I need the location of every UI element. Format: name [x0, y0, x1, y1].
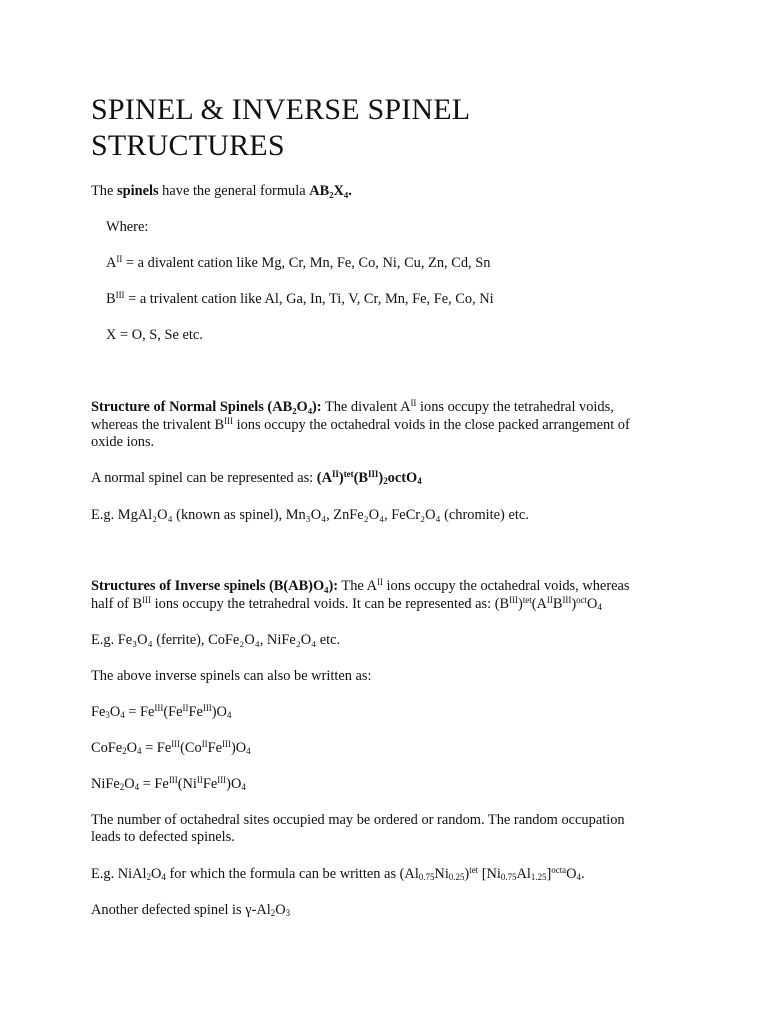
b-symbol: B: [106, 291, 116, 307]
a-symbol: A: [106, 255, 117, 271]
normal-line-3: oxide ions.: [91, 434, 155, 450]
a-sup: II: [116, 254, 123, 265]
intro-prefix: The: [91, 183, 117, 199]
normal-line2-b: ions occupy the octahedral voids in the close packed arrangement of: [232, 417, 630, 433]
inverse-line1-a: The A: [338, 578, 377, 594]
inverse-formula-cofe2o4: $CoFe_2O_4 = Fe^{III}(Co^{II}Fe^{III})O_4$: [91, 739, 251, 757]
inverse-line1-b: ions occupy the octahedral voids, whereas: [382, 578, 630, 594]
intro-paragraph: [91, 183, 352, 200]
inverse-line-1: [91, 578, 629, 595]
normal-line1-b: ions occupy the tetrahedral voids,: [416, 399, 614, 415]
inverse-line1-sup: II: [376, 577, 383, 588]
normal-line1-sup: II: [410, 398, 417, 409]
inverse-heading: Structures of Inverse spinels (B(AB)O₄):: [91, 578, 339, 594]
inverse-line-2: [91, 596, 602, 613]
defected-line-1: The number of octahedral sites occupied may be ordered or random. The random occupation: [91, 812, 625, 828]
intro-bold-word: spinels: [116, 183, 159, 199]
inverse-repr-formula: $(B^{III})^{tet}(A^{II}B^{III})^{oct}O_4$: [494, 595, 602, 613]
normal-repr-text: A normal spinel can be represented as:: [91, 470, 317, 486]
general-formula: AB₂X₄.: [309, 183, 352, 199]
normal-repr-formula: $(A^{II})^{tet}(B^{III})_2octO_4$: [316, 469, 422, 487]
normal-line2-a: whereas the trivalent B: [91, 417, 225, 433]
inverse-example: E.g. Fe₃O₄ (ferrite), CoFe₂O₄, NiFe₂O₄ etc.: [91, 632, 341, 648]
inverse-formula-nife2o4: $NiFe_2O_4 = Fe^{III}(Ni^{II}Fe^{III})O_4$: [91, 775, 246, 793]
b-cation-line: [106, 291, 494, 308]
page-title: SPINEL & INVERSE SPINEL STRUCTURES: [91, 93, 470, 162]
inverse-formula-fe3o4: $Fe_3O_4 = Fe^{III}(Fe^{II}Fe^{III})O_4$: [91, 703, 232, 721]
inverse-line2-a: half of B: [91, 596, 143, 612]
normal-example: E.g. MgAl₂O₄ (known as spinel), Mn₃O₄, ZnFe₂O₄, FeCr₂O₄ (chromite) etc.: [91, 507, 529, 523]
x-anion-line: X = O, S, Se etc.: [106, 327, 203, 343]
b-sup: III: [115, 290, 125, 301]
inverse-line2-b: ions occupy the tetrahedral voids. It can be represented as:: [151, 596, 495, 612]
normal-line2-sup: III: [224, 416, 233, 427]
where-label: Where:: [106, 219, 149, 235]
normal-line-1: [91, 399, 614, 416]
defected-example: E.g. $NiAl_2O_4$ for which the formula can be written as $(Al_{0.75}Ni_{0.25})^{tet}$ $[Ni_{0.75}Al_{1.25}]^{octa}O_4$.: [91, 865, 585, 883]
b-text: = a trivalent cation like Al, Ga, In, Ti, V, Cr, Mn, Fe, Fe, Co, Ni: [124, 291, 494, 307]
inverse-line2-sup: III: [142, 595, 152, 606]
a-text: = a divalent cation like Mg, Cr, Mn, Fe, Co, Ni, Cu, Zn, Cd, Sn: [122, 255, 491, 271]
normal-line-2: [91, 417, 630, 434]
normal-heading: Structure of Normal Spinels (AB₂O₄):: [91, 399, 322, 415]
normal-line1-a: The divalent A: [321, 399, 411, 415]
defected-line-2: leads to defected spinels.: [91, 829, 235, 845]
defected-gamma-alumina: Another defected spinel is $\gamma-Al_2O_3$: [91, 902, 291, 919]
intro-middle: have the general formula: [158, 183, 310, 199]
a-cation-line: [106, 255, 490, 272]
inverse-also-written: The above inverse spinels can also be written as:: [91, 668, 372, 684]
normal-representation: [91, 470, 422, 487]
